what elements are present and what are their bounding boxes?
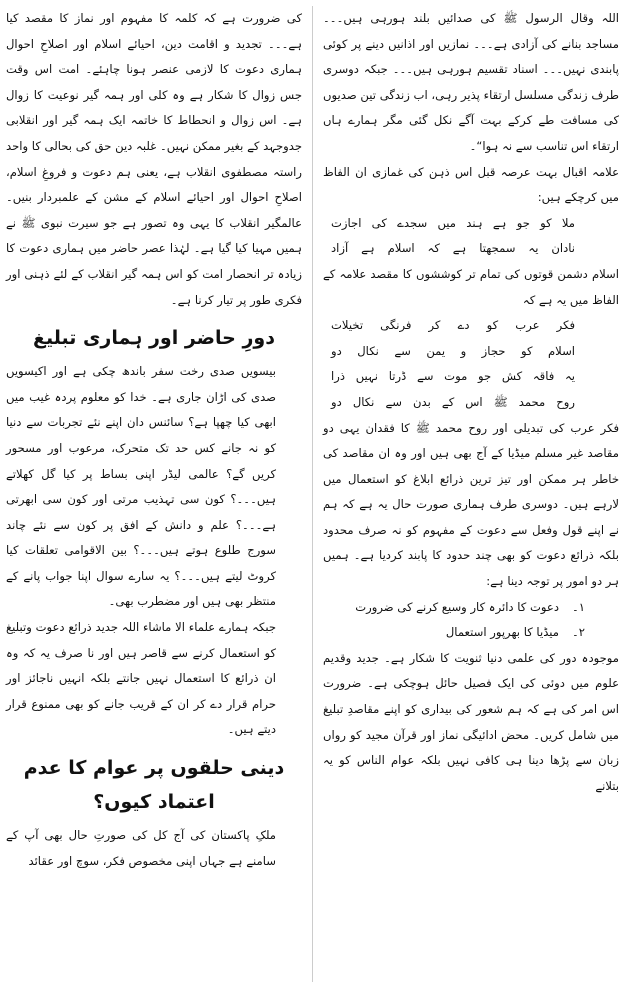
section-heading: دورِ حاضر اور ہماری تبلیغ — [33, 327, 275, 350]
paragraph: ملکِ پاکستان کی آج کل کی صورتِ حال بھی آپ کے سامنے ہے جہاں اپنی مخصوص فکر، سوچ اور عقائد — [6, 828, 276, 868]
verse-line: نادان یہ سمجھتا ہے کہ اسلام ہے آزاد — [331, 241, 575, 256]
paragraph: جبکہ ہمارے علماء الا ماشاء اللہ جدید ذرائع دعوت وتبلیغ کو استعمال کرنے سے قاصر ہیں اور نا صرف یہ کہ وہ ان ذرائع کا استعمال نہیں جانتے بلکہ انہیں ناجائز اور حرام قرار دے کر ان کے قریب جانے کو بھی ممنوع قرار دیتے ہیں۔ — [6, 620, 276, 737]
verse-block — [323, 313, 619, 415]
list-text: دعوت کا دائرہ کار وسیع کرنے کی ضرورت — [355, 599, 559, 614]
list-number: ۱۔ — [571, 599, 585, 614]
verse-line: روح محمد ﷺ اس کے بدن سے نکال دو — [331, 394, 575, 409]
paragraph: بیسویں صدی رخت سفر باندھ چکی ہے اور اکیسویں صدی کی اڑان جاری ہے۔ خدا کو معلوم پردہ غیب میں ابھی کیا چھپا ہے؟ سائنس دان اپنے نئے تجربات سے دنیا کو نہ جانے کس حد تک متحرک، مرعوب اور مسحور کریں گے؟ عالمی لیڈر اپنی بساط پر کیا گل کھلاتے ہیں۔۔۔؟ کون سی تہذیب مرتی اور کون سی ابھرتی ہے۔۔۔؟ علم و دانش کے افق پر کون سے نئے چاند سورج طلوع ہوتے ہیں۔۔۔؟ بین الاقوامی تعلقات کیا کروٹ لیتے ہیں۔۔۔؟ یہ سارے سوال اپنا جواب پانے کے منتظر بھی ہیں اور مضطرب بھی۔ — [6, 364, 276, 609]
paragraph: اسلام دشمن قوتوں کی تمام تر کوششوں کا مقصد علامہ کے الفاظ میں یہ ہے کہ — [323, 266, 619, 307]
paragraph: اللہ وقال الرسول ﷺ کی صدائیں بلند ہورہی ہیں۔۔۔ مساجد بنانے کی آزادی ہے۔۔۔ نمازیں اور اذانیں دینے پر کوئی پابندی نہیں۔۔۔ اسناد تقسیم ہورہی ہیں۔۔۔ جبکہ دوسری طرف زندگی مسلسل ارتقاء پذیر رہی، اب زندگی تین صدیوں کی مسافت طے کرکے بہت آگے نکل گئی مگر ہمارے ہاں ارتقاء اس تناسب سے نہ ہوا“۔ — [323, 11, 619, 153]
verse-line: یہ فاقہ کش جو موت سے ڈرتا نہیں ذرا — [331, 369, 575, 384]
paragraph: موجودہ دور کی علمی دنیا ثنویت کا شکار ہے۔ جدید وقدیم علوم میں دوئی کی ایک فصیل حائل ہوچکی ہے۔ ضرورت اس امر کی ہے کہ ہم شعور کی بیداری کو اپنے مقاصدِ تبلیغ میں شامل کریں۔ محض ادائیگی نماز اور قرآن مجید کو رواں زبان سے پڑھا دینا ہی کافی نہیں بلکہ عوام الناس کو یہ بتلانے — [323, 650, 619, 793]
column-divider — [312, 6, 313, 982]
list-number: ۲۔ — [571, 625, 585, 640]
section-heading: دینی حلقوں پر عوام کا عدم اعتماد کیوں؟ — [23, 757, 285, 814]
verse-block — [323, 211, 619, 262]
paragraph: علامہ اقبال بہت عرصہ قبل اس ذہن کی غمازی ان الفاظ میں کرچکے ہیں: — [323, 164, 619, 205]
verse-line: ملا کو جو ہے ہند میں سجدے کی اجازت — [331, 215, 575, 230]
list-item — [323, 595, 619, 621]
list-text: میڈیا کا بھرپور استعمال — [445, 625, 559, 640]
list-item — [323, 620, 619, 646]
verse-line: اسلام کو حجاز و یمن سے نکال دو — [331, 343, 575, 358]
numbered-list — [323, 595, 619, 646]
paragraph: فکر عرب کی تبدیلی اور روح محمد ﷺ کا فقدان یہی دو مقاصد غیر مسلم میڈیا کے آج بھی ہیں اور وہ ان مقاصد کی خاطر ہر ممکن اور تیز ترین ذرائع ابلاغ کو استعمال میں لارہے ہیں۔ دوسری طرف ہماری صورت حال یہ ہے کہ ہم نے اپنے قول وفعل سے دعوت کے مفہوم کو نہ صرف محدود بلکہ ذرائع دعوت کو بھی چند حدود کا پابند کردیا ہے۔ ہمیں ہر دو امور پر توجہ دینا ہے: — [323, 420, 619, 589]
paragraph: کی ضرورت ہے کہ کلمہ کا مفہوم اور نماز کا مقصد کیا ہے۔۔۔ تجدید و اقامت دین، احیائے اسلام اور اصلاحِ احوال ہماری دعوت کا لازمی عنصر ہونا چاہئے۔ امت اس وقت جس زوال کا شکار ہے وہ کلی اور ہمہ گیر نوعیت کا زوال ہے۔ اس زوال و انحطاط کا خاتمہ ایک ہمہ گیر اور انقلابی جدوجہد کے بغیر ممکن نہیں۔ غلبہ دین حق کی بحالی کا واحد راستہ مصطفوی انقلاب ہے، یعنی ہم دعوت و فروغِ اسلام، اصلاحِ احوال اور احیائے اسلام کے مشن کے علمبردار بنیں۔ عالمگیر انقلاب کا یہی وہ تصور ہے جو سیرت نبوی ﷺ نے ہمیں مہیا کیا گیا ہے۔ لہٰذا عصر حاضر میں ہماری دعوت کا زیادہ تر انحصار امت کو اس ہمہ گیر انقلاب کے لئے ذہنی اور فکری طور پر تیار کرنا ہے۔ — [6, 11, 302, 307]
left-column — [6, 6, 302, 874]
right-column — [323, 6, 619, 799]
verse-line: فکر عرب کو دے کر فرنگی تخیلات — [331, 318, 575, 333]
